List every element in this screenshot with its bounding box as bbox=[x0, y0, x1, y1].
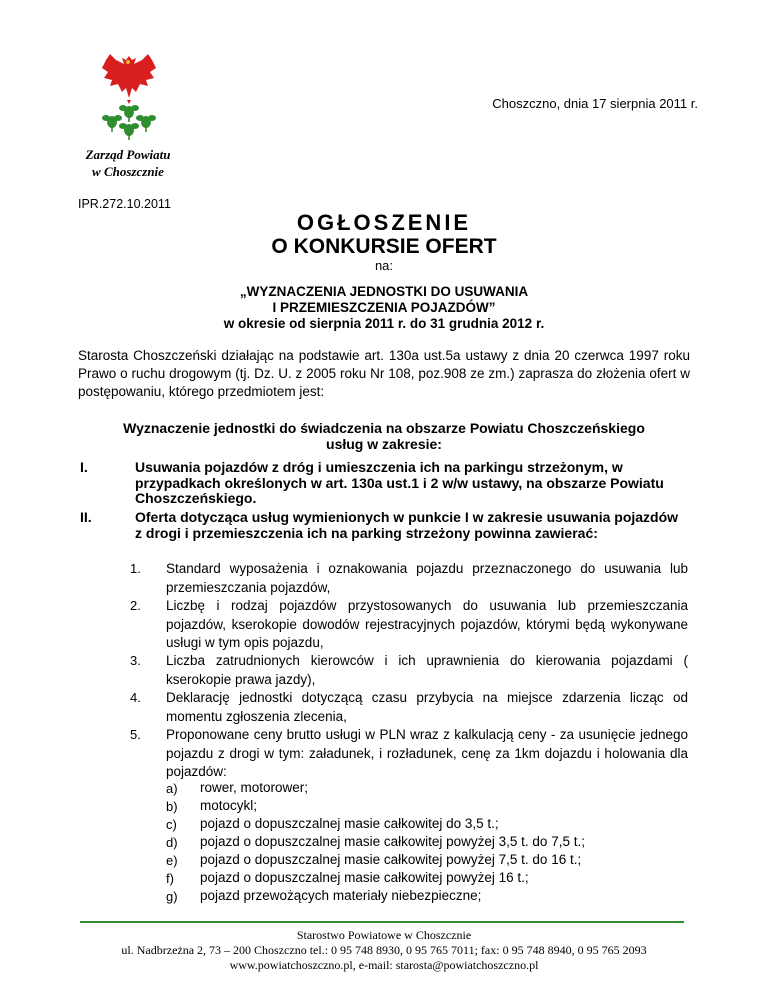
scope-line-2: usług w zakresie: bbox=[326, 436, 442, 452]
section-number: I. bbox=[80, 459, 88, 475]
subitem-letter: a) bbox=[166, 781, 178, 796]
eagle-coat-of-arms-icon bbox=[98, 50, 160, 142]
item-number: 5. bbox=[130, 727, 141, 742]
item-text: Proponowane ceny brutto usługi w PLN wraz z kalkulacją ceny - za usunięcie jednego pojazdu z drogi w tym: załadunek, i rozładunek, cenę za 1km dojazdu i holowania dla pojazdów: bbox=[166, 727, 688, 779]
subject-line-3: w okresie od sierpnia 2011 r. do 31 grudnia 2012 r. bbox=[223, 316, 545, 331]
office-line-2: w Choszcznie bbox=[92, 164, 164, 179]
footer-divider bbox=[80, 921, 684, 923]
subitem-text: pojazd o dopuszczalnej masie całkowitej powyżej 16 t.; bbox=[200, 870, 529, 885]
item-text: Standard wyposażenia i oznakowania pojazdu przeznaczonego do usuwania lub przemieszczania pojazdów, bbox=[166, 561, 688, 595]
item-number: 3. bbox=[130, 653, 141, 668]
page-title: OGŁOSZENIE bbox=[296, 210, 472, 235]
subitem-letter: c) bbox=[166, 817, 177, 832]
footer-contact: www.powiatchoszczno.pl, e-mail: starosta@powiatchoszczno.pl bbox=[229, 958, 539, 972]
item-number: 4. bbox=[130, 690, 141, 705]
scope-heading bbox=[78, 420, 690, 452]
subitem-letter: e) bbox=[166, 853, 178, 868]
subitem-text: pojazd o dopuszczalnej masie całkowitej powyżej 7,5 t. do 16 t.; bbox=[200, 852, 582, 867]
subject-line-1: „WYZNACZENIA JEDNOSTKI DO USUWANIA bbox=[239, 284, 529, 299]
scope-line-1: Wyznaczenie jednostki do świadczenia na obszarze Powiatu Choszczeńskiego bbox=[123, 420, 645, 436]
document-date: Choszczno, dnia 17 sierpnia 2011 r. bbox=[492, 96, 698, 111]
subitem-text: pojazd o dopuszczalnej masie całkowitej powyżej 3,5 t. do 7,5 t.; bbox=[200, 834, 585, 849]
subitem-letter: d) bbox=[166, 835, 178, 850]
subitem-text: pojazd o dopuszczalnej masie całkowitej do 3,5 t.; bbox=[200, 816, 499, 831]
item-text: Deklarację jednostki dotyczącą czasu przybycia na miejsce zdarzenia licząc od momentu zgłoszenia zlecenia, bbox=[166, 690, 688, 724]
section-text: Oferta dotycząca usług wymienionych w punkcie I w zakresie usuwania pojazdów z drogi i przemieszczenia ich na parking strzeżony powinna zawierać: bbox=[135, 509, 679, 541]
issuing-office bbox=[58, 146, 198, 180]
subitem-text: motocykl; bbox=[200, 798, 258, 813]
footer-office: Starostwo Powiatowe w Choszcznie bbox=[296, 928, 472, 942]
subitem-letter: g) bbox=[166, 889, 178, 904]
subitem-text: rower, motorower; bbox=[200, 780, 309, 795]
item-text: Liczbę i rodzaj pojazdów przystosowanych do usuwania lub przemieszczania pojazdów, kserokopie dowodów rejestracyjnych pojazdów, którymi będą wykonywane usługi w tym opis pojazdu, bbox=[166, 598, 688, 650]
subject-line-2: I PRZEMIESZCZENIA POJAZDÓW” bbox=[272, 300, 496, 315]
office-line-1: Zarząd Powiatu bbox=[85, 147, 171, 162]
footer-address: ul. Nadbrzeżna 2, 73 – 200 Choszczno tel.: 0 95 748 8930, 0 95 765 7011; fax: 0 95 748 8940, 0 95 765 2093 bbox=[121, 943, 647, 957]
subitem-letter: b) bbox=[166, 799, 178, 814]
item-text: Liczba zatrudnionych kierowców i ich uprawnienia do kierowania pojazdami ( kserokopie prawa jazdy), bbox=[166, 653, 688, 687]
reference-number: IPR.272.10.2011 bbox=[78, 197, 171, 211]
title-na: na: bbox=[374, 258, 394, 273]
item-number: 2. bbox=[130, 598, 141, 613]
page-footer bbox=[0, 928, 768, 973]
intro-paragraph: Starosta Choszczeński działając na podstawie art. 130a ust.5a ustawy z dnia 20 czerwca 1997 roku Prawo o ruchu drogowym (tj. Dz. U. z 2005 roku Nr 108, poz.908 ze zm.) zaprasza do złożenia ofert w postępowaniu, którego przedmiotem jest: bbox=[78, 348, 690, 399]
subitem-letter: f) bbox=[166, 871, 174, 886]
section-text: Usuwania pojazdów z dróg i umieszczenia ich na parkingu strzeżonym, w przypadkach określonych w art. 130a ust.1 i 2 w/w ustawy, na obszarze Powiatu Choszczeńskiego. bbox=[135, 459, 664, 506]
subitem-text: pojazd przewożących materiały niebezpieczne; bbox=[200, 888, 482, 903]
subject-heading bbox=[0, 284, 768, 332]
section-number: II. bbox=[80, 509, 92, 525]
item-number: 1. bbox=[130, 561, 141, 576]
page-subtitle: O KONKURSIE OFERT bbox=[271, 235, 497, 258]
